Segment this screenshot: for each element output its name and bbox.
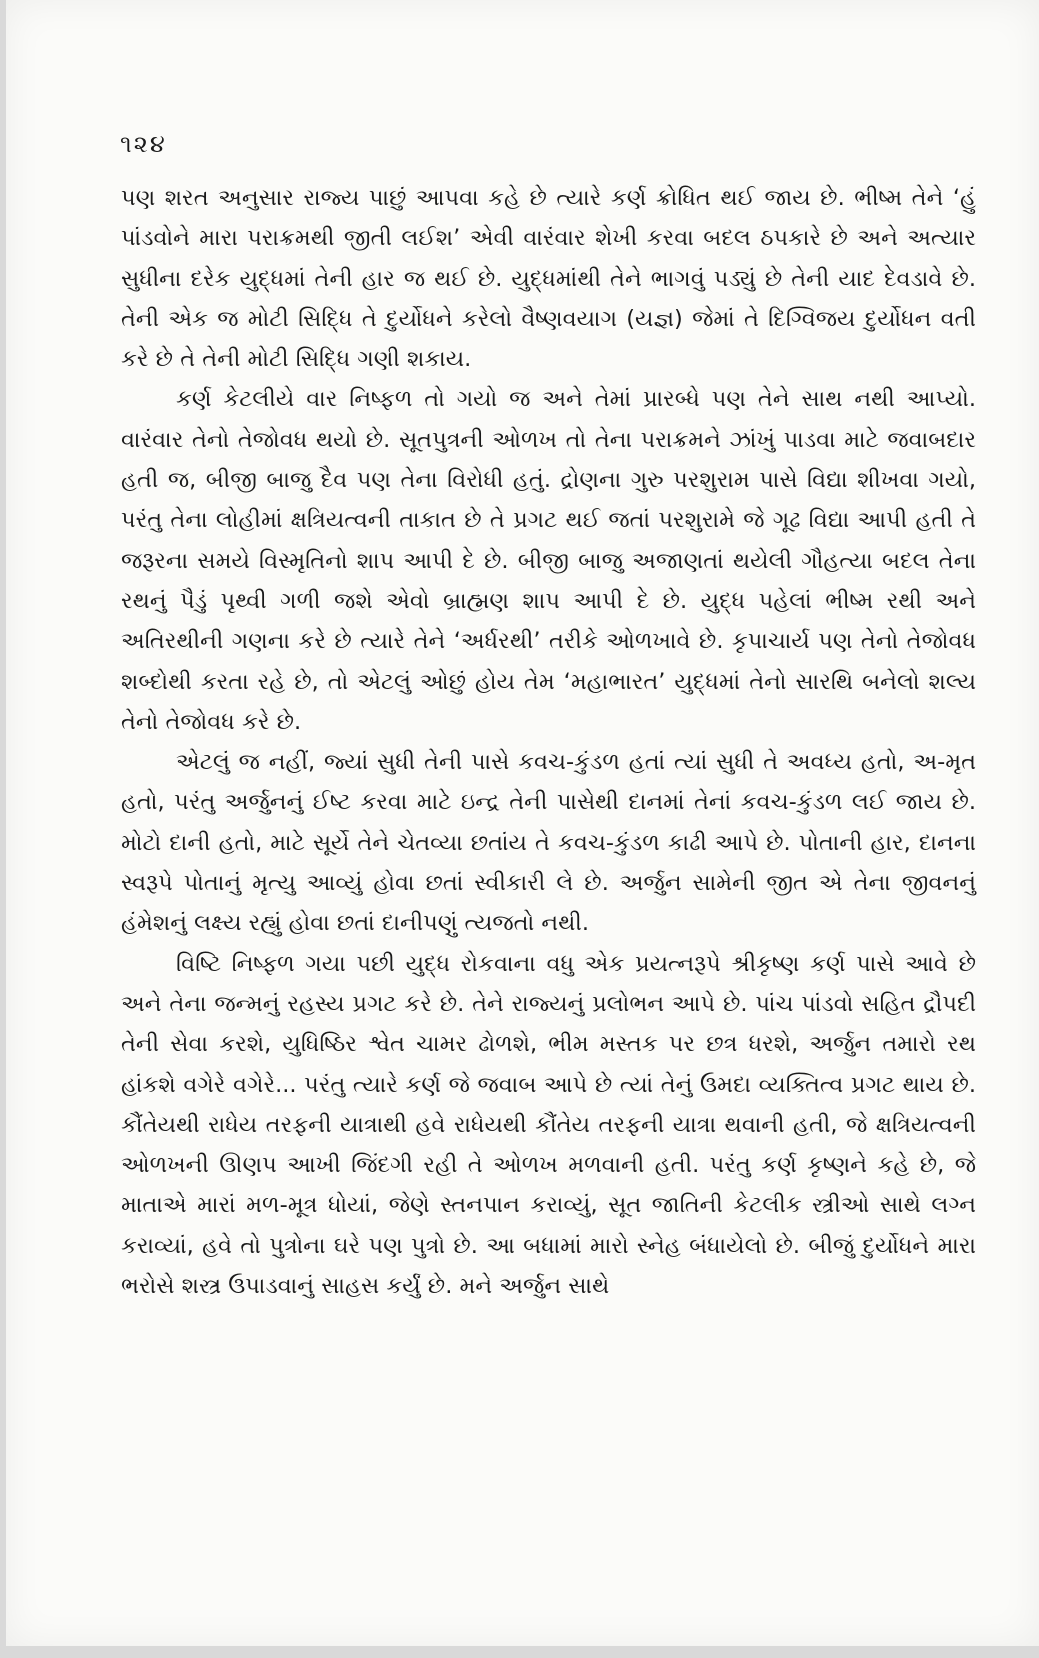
book-page xyxy=(6,0,1039,1646)
paragraph-3: એટલું જ નહીં, જ્યાં સુધી તેની પાસે કવચ-કુંડળ હતાં ત્યાં સુધી તે અવધ્ય હતો, અ-મૃત હતો, પરંતુ અર્જુનનું ઈષ્ટ કરવા માટે ઇન્દ્ર તેની પાસેથી દાનમાં તેનાં કવચ-કુંડળ લઈ જાય છે. મોટો દાની હતો, માટે સૂર્યે તેને ચેતવ્યા છતાંય તે કવચ-કુંડળ કાઢી આપે છે. પોતાની હાર, દાનના સ્વરૂપે પોતાનું મૃત્યુ આવ્યું હોવા છતાં સ્વીકારી લે છે. અર્જુન સામેની જીત એ તેના જીવનનું હંમેશનું લક્ષ્ય રહ્યું હોવા છતાં દાનીપણું ત્યજતો નથી. xyxy=(121,749,976,937)
paragraph-2: કર્ણ કેટલીયે વાર નિષ્ફળ તો ગયો જ અને તેમાં પ્રારબ્ધે પણ તેને સાથ નથી આપ્યો. વારંવાર તેનો તેજોવધ થયો છે. સૂતપુત્રની ઓળખ તો તેના પરાક્રમને ઝાંખું પાડવા માટે જવાબદાર હતી જ, બીજી બાજુ દૈવ પણ તેના વિરોધી હતું. દ્રોણના ગુરુ પરશુરામ પાસે વિદ્યા શીખવા ગયો, પરંતુ તેના લોહીમાં ક્ષત્રિયત્વની તાકાત છે તે પ્રગટ થઈ જતાં પરશુરામે જે ગૂઢ વિદ્યા આપી હતી તે જરૂરના સમયે વિસ્મૃતિનો શાપ આપી દે છે. બીજી બાજુ અજાણતાં થયેલી ગૌહત્યા બદલ તેના રથનું પૈડું પૃથ્વી ગળી જશે એવો બ્રાહ્મણ શાપ આપી દે છે. યુદ્ધ પહેલાં ભીષ્મ રથી અને અતિરથીની ગણના કરે છે ત્યારે તેને ‘અર્ધરથી’ તરીકે ઓળખાવે છે. કૃપાચાર્ય પણ તેનો તેજોવધ શબ્દોથી કરતા રહે છે, તો એટલું ઓછું હોય તેમ ‘મહાભારત’ યુદ્ધમાં તેનો સારથિ બનેલો શલ્ય તેનો તેજોવધ કરે છે. xyxy=(121,386,976,735)
body-text xyxy=(121,178,976,1306)
paragraph-4: વિષ્ટિ નિષ્ફળ ગયા પછી યુદ્ધ રોકવાના વધુ એક પ્રયત્નરૂપે શ્રીકૃષ્ણ કર્ણ પાસે આવે છે અને તેના જન્મનું રહસ્ય પ્રગટ કરે છે. તેને રાજ્યનું પ્રલોભન આપે છે. પાંચ પાંડવો સહિત દ્રૌપદી તેની સેવા કરશે, યુધિષ્ઠિર શ્વેત ચામર ઢોળશે, ભીમ મસ્તક પર છત્ર ધરશે, અર્જુન તમારો રથ હાંકશે વગેરે વગેરે... પરંતુ ત્યારે કર્ણ જે જવાબ આપે છે ત્યાં તેનું ઉમદા વ્યક્તિત્વ પ્રગટ થાય છે. કૌંતેયથી રાધેય તરફની યાત્રાથી હવે રાધેયથી કૌંતેય તરફની યાત્રા થવાની હતી, જે ક્ષત્રિયત્વની ઓળખની ઊણપ આખી જિંદગી રહી તે ઓળખ મળવાની હતી. પરંતુ કર્ણ કૃષ્ણને કહે છે, જે માતાએ મારાં મળ-મૂત્ર ધોયાં, જેણે સ્તનપાન કરાવ્યું, સૂત જાતિની કેટલીક સ્ત્રીઓ સાથે લગ્ન કરાવ્યાં, હવે તો પુત્રોના ઘરે પણ પુત્રો છે. આ બધામાં મારો સ્નેહ બંધાયેલો છે. બીજું દુર્યોધને મારા ભરોસે શસ્ત્ર ઉપાડવાનું સાહસ કર્યું છે. મને અર્જુન સાથે xyxy=(121,950,976,1300)
paragraph-1: પણ શરત અનુસાર રાજ્ય પાછું આપવા કહે છે ત્યારે કર્ણ ક્રોધિત થઈ જાય છે. ભીષ્મ તેને ‘હું પાંડવોને મારા પરાક્રમથી જીતી લઈશ’ એવી વારંવાર શેખી કરવા બદલ ઠપકારે છે અને અત્યાર સુધીના દરેક યુદ્ધમાં તેની હાર જ થઈ છે. યુદ્ધમાંથી તેને ભાગવું પડ્યું છે તેની યાદ દેવડાવે છે. તેની એક જ મોટી સિદ્ધિ તે દુર્યોધને કરેલો વૈષ્ણવયાગ (યજ્ઞ) જેમાં તે દિગ્વિજય દુર્યોધન વતી કરે છે તે તેની મોટી સિદ્ધિ ગણી શકાય. xyxy=(121,185,976,373)
page-number: ૧૨૪ xyxy=(120,130,167,158)
